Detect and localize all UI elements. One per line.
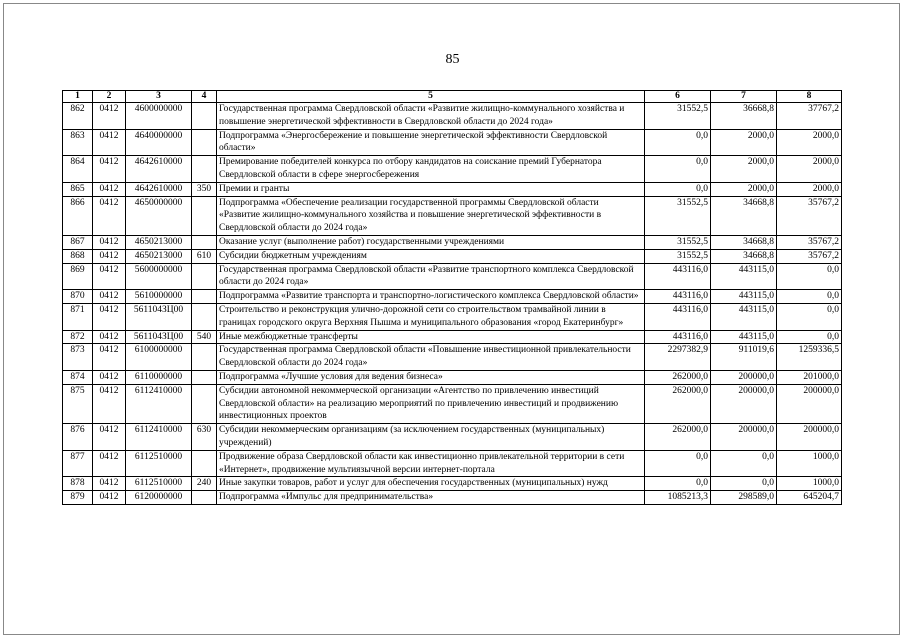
target-code-cell: 6112410000 [126, 384, 192, 423]
amount-col8-cell: 2000,0 [777, 156, 842, 183]
amount-col6-cell: 31552,5 [645, 249, 711, 263]
row-number-cell: 864 [63, 156, 93, 183]
expense-type-cell: 350 [192, 182, 217, 196]
section-code-cell: 0412 [93, 344, 126, 371]
expense-type-cell: 540 [192, 330, 217, 344]
table-row [63, 303, 842, 330]
section-code-cell: 0412 [93, 156, 126, 183]
item-name-cell: Государственная программа Свердловской области «Повышение инвестиционной привлекательности Свердловской области до 2024 года» [217, 344, 645, 371]
table-row [63, 424, 842, 451]
target-code-cell: 4650000000 [126, 196, 192, 235]
section-code-cell: 0412 [93, 263, 126, 290]
expense-type-cell [192, 196, 217, 235]
amount-col8-cell: 35767,2 [777, 196, 842, 235]
section-code-cell: 0412 [93, 370, 126, 384]
amount-col8-cell: 1000,0 [777, 477, 842, 491]
expense-type-cell [192, 129, 217, 156]
table-row [63, 129, 842, 156]
target-code-cell: 4600000000 [126, 103, 192, 130]
amount-col7-cell: 443115,0 [711, 263, 777, 290]
expense-type-cell [192, 450, 217, 477]
item-name-cell: Иные закупки товаров, работ и услуг для обеспечения государственных (муниципальных) нужд [217, 477, 645, 491]
target-code-cell: 6112510000 [126, 450, 192, 477]
amount-col8-cell: 200000,0 [777, 384, 842, 423]
section-code-cell: 0412 [93, 235, 126, 249]
table-row [63, 370, 842, 384]
section-code-cell: 0412 [93, 330, 126, 344]
section-code-cell: 0412 [93, 249, 126, 263]
item-name-cell: Строительство и реконструкция улично-дорожной сети со строительством трамвайной линии в границах городского округа Верхняя Пышма и муниципального образования «город Екатеринбург» [217, 303, 645, 330]
row-number-cell: 865 [63, 182, 93, 196]
section-code-cell: 0412 [93, 303, 126, 330]
section-code-cell: 0412 [93, 424, 126, 451]
item-name-cell: Премии и гранты [217, 182, 645, 196]
table-row [63, 477, 842, 491]
expense-type-cell [192, 491, 217, 505]
amount-col8-cell: 35767,2 [777, 235, 842, 249]
section-code-cell: 0412 [93, 182, 126, 196]
expense-type-cell: 240 [192, 477, 217, 491]
item-name-cell: Государственная программа Свердловской области «Развитие транспортного комплекса Свердловской области до 2024 года» [217, 263, 645, 290]
row-number-cell: 863 [63, 129, 93, 156]
amount-col6-cell: 31552,5 [645, 235, 711, 249]
target-code-cell: 6120000000 [126, 491, 192, 505]
row-number-cell: 862 [63, 103, 93, 130]
table-row [63, 384, 842, 423]
row-number-cell: 874 [63, 370, 93, 384]
target-code-cell: 6112510000 [126, 477, 192, 491]
amount-col8-cell: 201000,0 [777, 370, 842, 384]
item-name-cell: Государственная программа Свердловской области «Развитие жилищно-коммунального хозяйства и повышение энергетической эффективности в Свердловской области до 2024 года» [217, 103, 645, 130]
amount-col8-cell: 645204,7 [777, 491, 842, 505]
amount-col8-cell: 0,0 [777, 330, 842, 344]
column-header-7: 7 [711, 91, 777, 103]
amount-col6-cell: 262000,0 [645, 370, 711, 384]
row-number-cell: 867 [63, 235, 93, 249]
row-number-cell: 869 [63, 263, 93, 290]
expense-type-cell: 630 [192, 424, 217, 451]
expense-type-cell [192, 303, 217, 330]
amount-col7-cell: 34668,8 [711, 196, 777, 235]
item-name-cell: Подпрограмма «Энергосбережение и повышение энергетической эффективности Свердловской области» [217, 129, 645, 156]
expense-type-cell [192, 384, 217, 423]
target-code-cell: 5610000000 [126, 290, 192, 304]
amount-col6-cell: 1085213,3 [645, 491, 711, 505]
table-row [63, 450, 842, 477]
row-number-cell: 877 [63, 450, 93, 477]
table-row [63, 290, 842, 304]
target-code-cell: 4642610000 [126, 182, 192, 196]
row-number-cell: 872 [63, 330, 93, 344]
table-row [63, 330, 842, 344]
row-number-cell: 873 [63, 344, 93, 371]
amount-col6-cell: 31552,5 [645, 196, 711, 235]
section-code-cell: 0412 [93, 290, 126, 304]
amount-col8-cell: 2000,0 [777, 129, 842, 156]
section-code-cell: 0412 [93, 129, 126, 156]
amount-col6-cell: 0,0 [645, 129, 711, 156]
amount-col7-cell: 200000,0 [711, 424, 777, 451]
amount-col7-cell: 0,0 [711, 477, 777, 491]
amount-col8-cell: 2000,0 [777, 182, 842, 196]
amount-col6-cell: 2297382,9 [645, 344, 711, 371]
item-name-cell: Продвижение образа Свердловской области как инвестиционно привлекательной территории в сети «Интернет», продвижение мультиязычной версии интернет-портала [217, 450, 645, 477]
target-code-cell: 5600000000 [126, 263, 192, 290]
row-number-cell: 871 [63, 303, 93, 330]
amount-col7-cell: 200000,0 [711, 384, 777, 423]
expense-type-cell [192, 290, 217, 304]
item-name-cell: Подпрограмма «Лучшие условия для ведения бизнеса» [217, 370, 645, 384]
amount-col8-cell: 0,0 [777, 290, 842, 304]
row-number-cell: 875 [63, 384, 93, 423]
row-number-cell: 870 [63, 290, 93, 304]
item-name-cell: Подпрограмма «Обеспечение реализации государственной программы Свердловской области «Развитие жилищно-коммунального хозяйства и повышение энергетической эффективности в Свердловской области до 2024 года» [217, 196, 645, 235]
amount-col6-cell: 0,0 [645, 156, 711, 183]
target-code-cell: 561104ЗЦ00 [126, 303, 192, 330]
column-header-3: 3 [126, 91, 192, 103]
item-name-cell: Субсидии бюджетным учреждениям [217, 249, 645, 263]
amount-col6-cell: 262000,0 [645, 424, 711, 451]
item-name-cell: Иные межбюджетные трансферты [217, 330, 645, 344]
row-number-cell: 866 [63, 196, 93, 235]
budget-table [62, 90, 842, 505]
section-code-cell: 0412 [93, 384, 126, 423]
target-code-cell: 6110000000 [126, 370, 192, 384]
amount-col7-cell: 34668,8 [711, 235, 777, 249]
target-code-cell: 561104ЗЦ00 [126, 330, 192, 344]
amount-col7-cell: 298589,0 [711, 491, 777, 505]
amount-col7-cell: 443115,0 [711, 303, 777, 330]
amount-col7-cell: 2000,0 [711, 156, 777, 183]
table-row [63, 263, 842, 290]
expense-type-cell: 610 [192, 249, 217, 263]
amount-col6-cell: 443116,0 [645, 263, 711, 290]
target-code-cell: 4642610000 [126, 156, 192, 183]
column-header-1: 1 [63, 91, 93, 103]
item-name-cell: Оказание услуг (выполнение работ) государственными учреждениями [217, 235, 645, 249]
amount-col8-cell: 1259336,5 [777, 344, 842, 371]
header-row [63, 91, 842, 103]
expense-type-cell [192, 344, 217, 371]
amount-col7-cell: 2000,0 [711, 129, 777, 156]
target-code-cell: 4650213000 [126, 249, 192, 263]
target-code-cell: 4650213000 [126, 235, 192, 249]
row-number-cell: 868 [63, 249, 93, 263]
table-row [63, 344, 842, 371]
target-code-cell: 4640000000 [126, 129, 192, 156]
table-row [63, 156, 842, 183]
amount-col8-cell: 0,0 [777, 263, 842, 290]
section-code-cell: 0412 [93, 196, 126, 235]
page-number: 85 [445, 52, 460, 67]
target-code-cell: 6100000000 [126, 344, 192, 371]
section-code-cell: 0412 [93, 491, 126, 505]
column-header-8: 8 [777, 91, 842, 103]
amount-col7-cell: 0,0 [711, 450, 777, 477]
item-name-cell: Премирование победителей конкурса по отбору кандидатов на соискание премий Губернатора Свердловской области в сфере энергосбережения [217, 156, 645, 183]
expense-type-cell [192, 103, 217, 130]
column-header-6: 6 [645, 91, 711, 103]
amount-col6-cell: 443116,0 [645, 330, 711, 344]
amount-col8-cell: 1000,0 [777, 450, 842, 477]
table-row [63, 196, 842, 235]
amount-col6-cell: 262000,0 [645, 384, 711, 423]
item-name-cell: Субсидии автономной некоммерческой организации «Агентство по привлечению инвестиций Свердловской области» на реализацию мероприятий по привлечению инвестиций и продвижению инвестиционных проектов [217, 384, 645, 423]
amount-col6-cell: 443116,0 [645, 303, 711, 330]
expense-type-cell [192, 263, 217, 290]
amount-col6-cell: 31552,5 [645, 103, 711, 130]
amount-col6-cell: 443116,0 [645, 290, 711, 304]
item-name-cell: Подпрограмма «Импульс для предпринимательства» [217, 491, 645, 505]
table-row [63, 103, 842, 130]
column-header-2: 2 [93, 91, 126, 103]
table-row [63, 249, 842, 263]
amount-col8-cell: 37767,2 [777, 103, 842, 130]
amount-col8-cell: 200000,0 [777, 424, 842, 451]
amount-col7-cell: 443115,0 [711, 330, 777, 344]
amount-col8-cell: 35767,2 [777, 249, 842, 263]
section-code-cell: 0412 [93, 103, 126, 130]
row-number-cell: 878 [63, 477, 93, 491]
amount-col7-cell: 34668,8 [711, 249, 777, 263]
expense-type-cell [192, 156, 217, 183]
table-row [63, 182, 842, 196]
column-header-4: 4 [192, 91, 217, 103]
item-name-cell: Подпрограмма «Развитие транспорта и транспортно-логистического комплекса Свердловской области» [217, 290, 645, 304]
table-row [63, 235, 842, 249]
amount-col7-cell: 911019,6 [711, 344, 777, 371]
amount-col7-cell: 443115,0 [711, 290, 777, 304]
target-code-cell: 6112410000 [126, 424, 192, 451]
amount-col7-cell: 36668,8 [711, 103, 777, 130]
amount-col6-cell: 0,0 [645, 182, 711, 196]
amount-col6-cell: 0,0 [645, 450, 711, 477]
amount-col7-cell: 200000,0 [711, 370, 777, 384]
expense-type-cell [192, 235, 217, 249]
table-row [63, 491, 842, 505]
row-number-cell: 879 [63, 491, 93, 505]
section-code-cell: 0412 [93, 477, 126, 491]
amount-col6-cell: 0,0 [645, 477, 711, 491]
amount-col8-cell: 0,0 [777, 303, 842, 330]
row-number-cell: 876 [63, 424, 93, 451]
item-name-cell: Субсидии некоммерческим организациям (за исключением государственных (муниципальных) учреждений) [217, 424, 645, 451]
amount-col7-cell: 2000,0 [711, 182, 777, 196]
section-code-cell: 0412 [93, 450, 126, 477]
expense-type-cell [192, 370, 217, 384]
column-header-5: 5 [217, 91, 645, 103]
